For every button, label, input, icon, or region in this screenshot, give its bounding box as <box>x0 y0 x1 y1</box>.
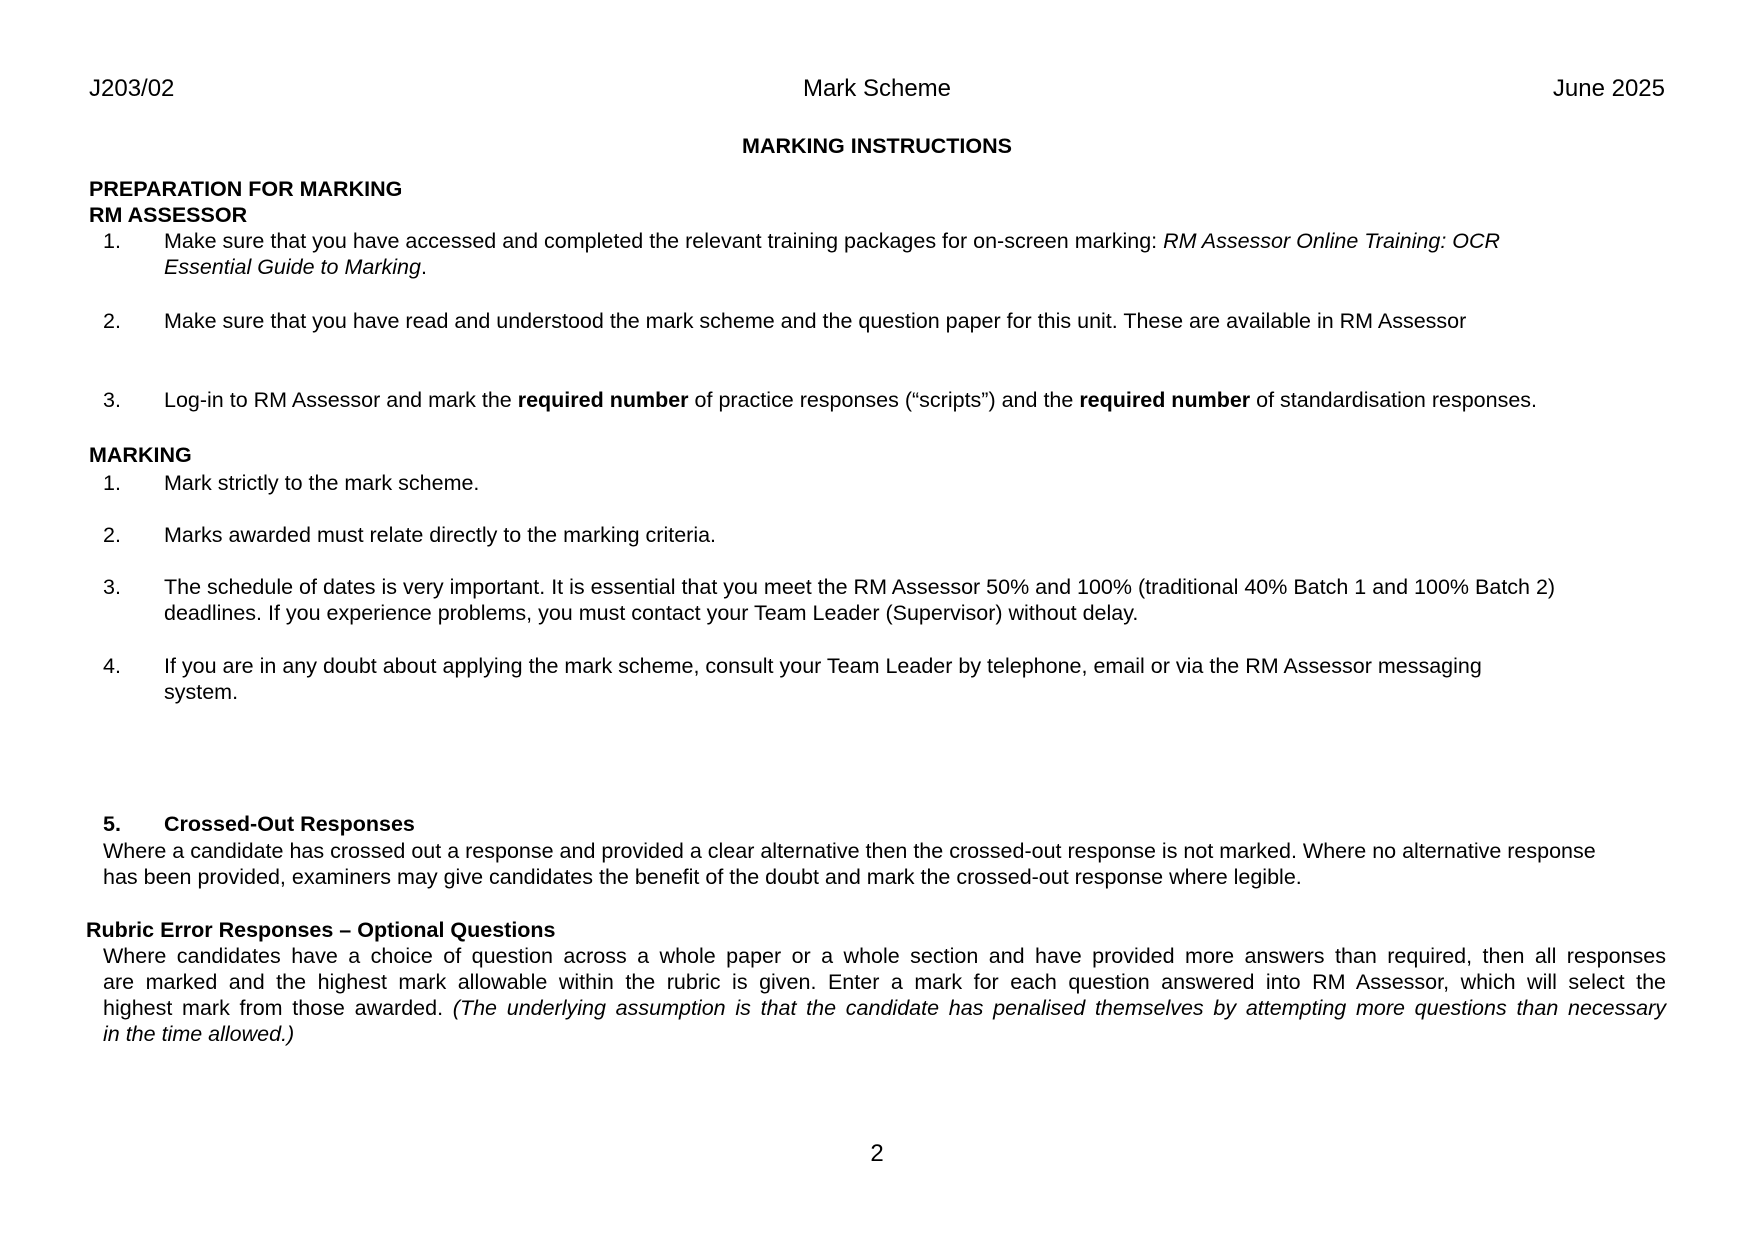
marking-item-4-number: 4. <box>103 654 121 678</box>
marking-item-2-number: 2. <box>103 523 121 547</box>
prep-item-3-number: 3. <box>103 388 121 412</box>
prep-item-3-text: Log-in to RM Assessor and mark the required number of practice responses (“scripts”) and the required number of standardisation responses. <box>164 388 1537 412</box>
marking-heading: MARKING <box>89 443 192 467</box>
rubric-paragraph: Where candidates have a choice of question across a whole paper or a whole section and have provided more answers than required, then all responses are marked and the highest mark allowable within the rubric is given. Enter a mark for each question answered into RM Assessor, which will select the highest mark from those awarded. (The underlying assumption is that the candidate has penalised themselves by attempting more questions than necessary in the time allowed.) <box>103 944 1667 1046</box>
prep-item-1-number: 1. <box>103 229 121 253</box>
header-paper-code: J203/02 <box>89 75 175 102</box>
crossed-out-paragraph: Where a candidate has crossed out a response and provided a clear alternative then the crossed-out response is not marked. Where no alternative response has been provided, examiners may give candidates the benefit of the doubt and mark the crossed-out response where legible. <box>103 839 1596 889</box>
rubric-heading: Rubric Error Responses – Optional Questions <box>86 918 556 942</box>
header-date: June 2025 <box>1552 75 1665 102</box>
header-title: Mark Scheme <box>802 75 952 102</box>
marking-item-4-text: If you are in any doubt about applying the mark scheme, consult your Team Leader by telephone, email or via the RM Assessor messaging system. <box>164 654 1482 704</box>
prep-item-2-text: Make sure that you have read and understood the mark scheme and the question paper for this unit. These are available in RM Assessor <box>164 309 1467 333</box>
marking-item-3-number: 3. <box>103 575 121 599</box>
preparation-heading: PREPARATION FOR MARKING <box>89 177 403 201</box>
crossed-out-title: Crossed-Out Responses <box>164 812 415 836</box>
marking-item-1-number: 1. <box>103 471 121 495</box>
page-title: MARKING INSTRUCTIONS <box>742 134 1012 158</box>
prep-item-1-text: Make sure that you have accessed and completed the relevant training packages for on-screen marking: RM Assessor Online Training: OCR Essential Guide to Marking. <box>164 229 1501 279</box>
prep-item-2-number: 2. <box>103 309 121 333</box>
marking-item-2-text: Marks awarded must relate directly to the marking criteria. <box>164 523 717 547</box>
rm-assessor-subheading: RM ASSESSOR <box>89 203 248 227</box>
marking-item-1-text: Mark strictly to the mark scheme. <box>164 471 480 495</box>
crossed-out-number: 5. <box>103 812 121 836</box>
page-number: 2 <box>870 1140 884 1167</box>
marking-item-3-text: The schedule of dates is very important. It is essential that you meet the RM Assessor 50% and 100% (traditional 40% Batch 1 and 100% Batch 2) deadlines. If you experience problems, you must contact your Team Leader (Supervisor) without delay. <box>164 575 1556 625</box>
